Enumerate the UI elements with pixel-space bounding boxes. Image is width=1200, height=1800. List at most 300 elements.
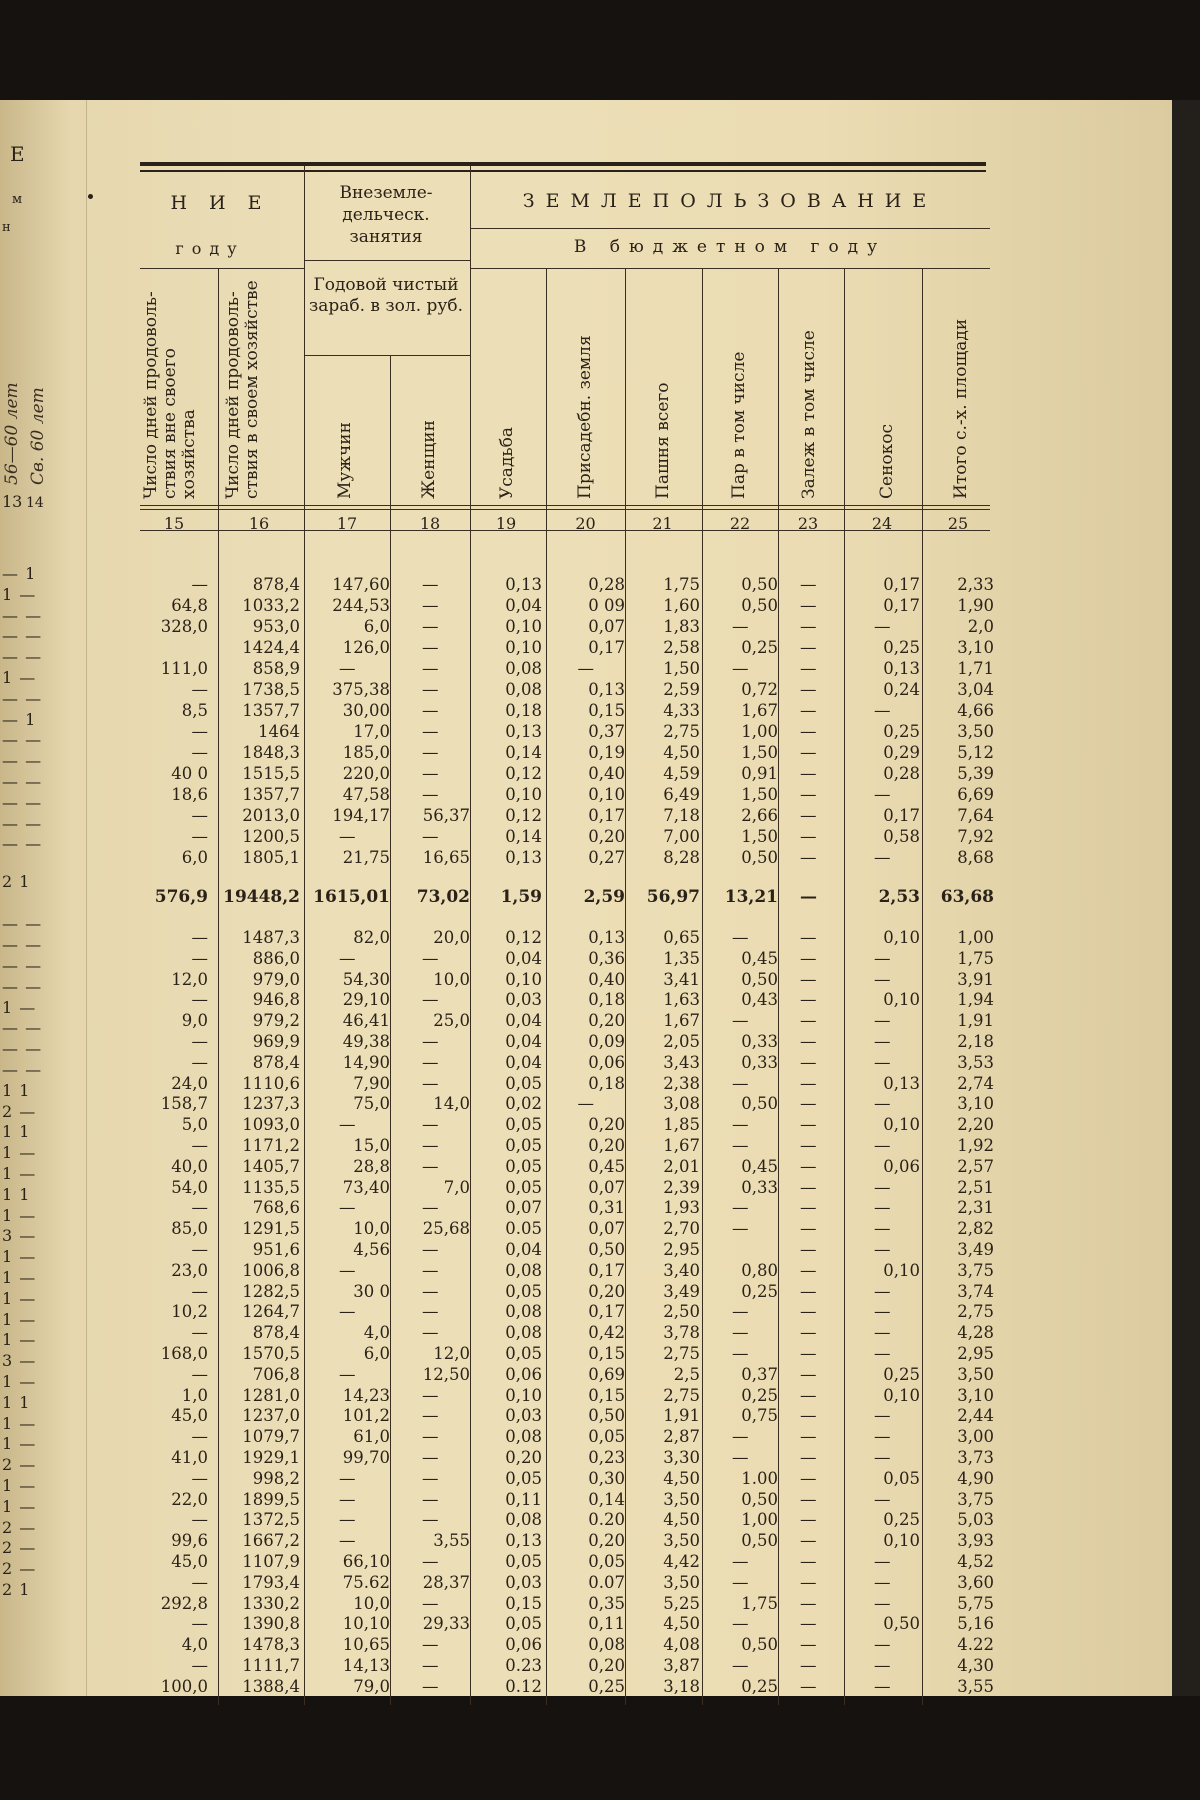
table-cell: 0,17 [883, 806, 920, 825]
table-cell: 858,9 [252, 659, 300, 678]
group-heading-nie: Н И Е [170, 192, 270, 214]
table-cell: 878,4 [252, 575, 300, 594]
table-top-rule [140, 162, 986, 166]
table-cell: — [874, 948, 891, 968]
table-cell: 0,25 [741, 638, 778, 657]
table-cell: 4,50 [663, 1468, 700, 1488]
stub-row: — — [2, 914, 43, 934]
table-cell: 14,13 [342, 1656, 390, 1675]
table-cell: 1111,7 [242, 1656, 300, 1675]
stub-column-label: Св. 60 лет [28, 387, 48, 485]
table-cell: 4,0 [363, 1323, 390, 1343]
table-cell: 0.23 [505, 1656, 542, 1675]
table-cell: 2,50 [663, 1302, 700, 1322]
table-cell: 1929,1 [242, 1448, 300, 1467]
table-cell: 85,0 [171, 1219, 208, 1239]
column-header-label: Женщин [419, 420, 439, 499]
table-cell: 0,10 [588, 785, 625, 804]
left-page-fragment [0, 100, 87, 1696]
table-cell: 0,04 [505, 948, 542, 968]
table-cell: 10,65 [342, 1635, 390, 1655]
stub-row: — — [2, 1060, 43, 1079]
table-cell: 1,71 [957, 659, 994, 678]
table-cell: 0,10 [505, 1385, 542, 1405]
stub-row: — — [2, 605, 43, 625]
table-cell: 768,6 [252, 1198, 300, 1218]
table-cell: 4,08 [663, 1635, 700, 1655]
table-cell: 1,50 [741, 743, 778, 762]
group-heading-zemlep: ЗЕМЛЕПОЛЬЗОВАНИЕ [522, 190, 938, 212]
table-cell: — [191, 928, 208, 947]
table-cell: 2,44 [957, 1406, 994, 1426]
table-cell: 2,70 [663, 1219, 700, 1239]
table-cell: 2,75 [663, 722, 700, 741]
stub-row: 1 1 [2, 1080, 31, 1100]
table-cell: 1171,2 [242, 1136, 300, 1155]
table-cell: — [800, 1489, 817, 1509]
table-cell: 0,06 [883, 1156, 920, 1176]
stub-head-letter: м [12, 192, 23, 207]
header-rule [304, 260, 470, 261]
table-cell: 0,65 [663, 928, 700, 947]
table-cell: 1033,2 [242, 596, 300, 615]
table-cell: — [732, 1323, 749, 1343]
table-cell: 0,20 [588, 1136, 625, 1155]
table-cell: 3,43 [663, 1052, 700, 1072]
table-cell: 0,08 [505, 1427, 542, 1447]
table-cell: 3,73 [957, 1448, 994, 1467]
table-cell: — [800, 1656, 817, 1675]
table-cell: 0,20 [588, 1656, 625, 1675]
table-cell: — [191, 1427, 208, 1447]
table-cell: 12,0 [433, 1344, 470, 1363]
table-cell: 1006,8 [242, 1260, 300, 1280]
table-cell: — [800, 990, 817, 1010]
table-cell: 0,10 [883, 990, 920, 1010]
stub-row: 1 — [2, 668, 37, 687]
table-cell: 0,14 [588, 1489, 625, 1509]
table-cell: 17,0 [353, 722, 390, 741]
total-cell: 2,53 [878, 887, 920, 907]
table-cell: 0,50 [741, 969, 778, 989]
table-cell: 2,5 [673, 1364, 700, 1384]
table-cell: 706,8 [252, 1364, 300, 1384]
table-cell: 0,10 [505, 617, 542, 636]
table-cell: — [732, 1219, 749, 1239]
table-cell: 0,23 [588, 1448, 625, 1467]
table-cell: — [422, 575, 439, 594]
stub-row: — — [2, 1018, 43, 1038]
table-cell: — [800, 1468, 817, 1488]
table-cell: 0,04 [505, 1240, 542, 1259]
table-cell: 10,10 [342, 1614, 390, 1634]
table-cell: 3,50 [663, 1572, 700, 1592]
table-cell: 0,33 [741, 1032, 778, 1051]
table-cell: — [732, 1136, 749, 1155]
table-cell: — [800, 638, 817, 657]
stub-row: — — [2, 751, 43, 771]
table-cell: 328,0 [160, 617, 208, 636]
table-cell: 0,45 [588, 1156, 625, 1176]
table-cell: — [800, 1510, 817, 1530]
table-cell: 54,0 [171, 1177, 208, 1197]
table-cell: 2013,0 [242, 806, 300, 825]
table-cell: 1,90 [957, 596, 994, 615]
column-number: 15 [163, 514, 185, 533]
table-cell: 1667,2 [242, 1531, 300, 1551]
table-cell: 1237,0 [242, 1406, 300, 1426]
table-cell: 5,16 [957, 1614, 994, 1634]
table-cell: — [422, 701, 439, 720]
table-cell: 0,37 [588, 722, 625, 741]
table-cell: 0,17 [588, 638, 625, 657]
stub-row: 2 — [2, 1559, 37, 1579]
table-cell: — [422, 722, 439, 741]
table-cell: 0,50 [741, 848, 778, 867]
table-cell: 4.22 [957, 1635, 994, 1655]
table-cell: 953,0 [252, 617, 300, 636]
table-cell: 0,31 [588, 1198, 625, 1218]
table-cell: — [339, 948, 356, 968]
table-cell: — [339, 659, 356, 678]
table-cell: 1,60 [663, 596, 700, 615]
table-cell: 23,0 [171, 1260, 208, 1280]
table-cell: — [422, 1489, 439, 1509]
table-cell: 2,66 [741, 806, 778, 825]
table-cell: 0,07 [588, 617, 625, 636]
table-cell: 45,0 [171, 1552, 208, 1571]
table-cell: — [800, 1032, 817, 1051]
column-divider [625, 268, 626, 1705]
table-cell: 1357,7 [242, 701, 300, 720]
table-cell: — [339, 1364, 356, 1384]
table-cell: 5,75 [957, 1593, 994, 1613]
stub-row: 1 1 [2, 1392, 31, 1412]
table-cell: — [191, 1468, 208, 1488]
table-cell: 28,37 [422, 1572, 470, 1592]
table-cell: 0,19 [588, 743, 625, 762]
table-cell: 8,68 [957, 848, 994, 867]
table-cell: — [800, 1115, 817, 1135]
stub-row: 1 — [2, 1476, 37, 1495]
table-cell: 0,20 [588, 1011, 625, 1031]
stub-column-label: 56—60 лет [2, 382, 22, 485]
table-cell: 0,06 [588, 1052, 625, 1072]
table-cell: 3,49 [957, 1240, 994, 1259]
table-cell: — [191, 1281, 208, 1301]
table-cell: 2,01 [663, 1156, 700, 1176]
stub-row: — — [2, 935, 43, 955]
header-rule [470, 228, 990, 229]
table-cell: 1487,3 [242, 928, 300, 947]
table-cell: — [800, 764, 817, 783]
table-cell: 99,6 [171, 1531, 208, 1551]
table-cell: — [874, 617, 891, 636]
table-cell: — [422, 1406, 439, 1426]
stub-row: 1 — [2, 1330, 37, 1350]
table-cell: — [422, 948, 439, 968]
table-cell: 0.20 [588, 1510, 625, 1530]
table-cell: 0,12 [505, 806, 542, 825]
stub-row: 1 — [2, 1143, 37, 1163]
table-cell: 0,05 [588, 1552, 625, 1571]
table-cell: 0,50 [741, 1635, 778, 1655]
column-divider [844, 268, 845, 1705]
table-cell: 6,49 [663, 785, 700, 804]
table-cell: — [874, 1281, 891, 1301]
table-cell: 1107,9 [242, 1552, 300, 1571]
stub-row: — — [2, 730, 43, 750]
table-cell: 0,30 [588, 1468, 625, 1488]
table-cell: — [874, 1302, 891, 1322]
table-cell: — [339, 1489, 356, 1509]
table-cell: — [422, 1510, 439, 1530]
table-cell: — [874, 1198, 891, 1218]
table-cell: 4,50 [663, 1510, 700, 1530]
table-cell: 147,60 [332, 575, 390, 594]
table-cell: — [339, 1302, 356, 1322]
table-cell: — [422, 827, 439, 846]
table-cell: 10,0 [433, 969, 470, 989]
column-divider [702, 268, 703, 1705]
table-cell: 2,18 [957, 1032, 994, 1051]
table-cell: 0,18 [588, 1073, 625, 1093]
table-cell: 3,00 [957, 1427, 994, 1447]
table-cell: — [339, 1510, 356, 1530]
table-cell: — [422, 1302, 439, 1322]
table-cell: 3,50 [957, 1364, 994, 1384]
table-cell: — [422, 638, 439, 657]
stub-row: 1 — [2, 1288, 37, 1308]
stub-row: 2 — [2, 1101, 37, 1121]
table-cell: 3,18 [663, 1676, 700, 1696]
table-cell: 0,05 [505, 1468, 542, 1488]
table-cell: — [339, 1115, 356, 1135]
table-cell: 0,18 [505, 701, 542, 720]
table-cell: — [422, 1240, 439, 1259]
table-cell: — [800, 1552, 817, 1571]
table-cell: 2,59 [663, 680, 700, 699]
table-cell: 0,07 [588, 1177, 625, 1197]
table-cell: 7,92 [957, 827, 994, 846]
table-cell: — [800, 1136, 817, 1155]
table-cell: 4,66 [957, 701, 994, 720]
table-cell: 61,0 [353, 1427, 390, 1447]
table-cell: 1135,5 [242, 1177, 300, 1197]
stub-row: — — [2, 956, 43, 975]
table-cell: 1,92 [957, 1136, 994, 1155]
table-cell: — [422, 596, 439, 615]
stub-row: 1 — [2, 997, 37, 1017]
table-cell: 0,13 [505, 1531, 542, 1551]
table-cell: 3,41 [663, 969, 700, 989]
table-cell: 3,53 [957, 1052, 994, 1072]
table-cell: 0,29 [883, 743, 920, 762]
table-cell: 1110,6 [242, 1073, 300, 1093]
table-cell: 0,42 [588, 1323, 625, 1343]
table-cell: 2,75 [663, 1385, 700, 1405]
table-cell: 185,0 [342, 743, 390, 762]
table-cell: 0,50 [741, 596, 778, 615]
table-cell: 0,45 [741, 1156, 778, 1176]
table-cell: 1,50 [741, 827, 778, 846]
table-cell: — [191, 948, 208, 968]
table-cell: — [800, 659, 817, 678]
table-cell: 16,65 [422, 848, 470, 867]
table-cell: 1793,4 [242, 1572, 300, 1592]
table-cell: 2,0 [967, 617, 994, 636]
table-cell: — [191, 1572, 208, 1592]
table-cell: 0.07 [588, 1572, 625, 1592]
table-cell: — [800, 680, 817, 699]
table-cell: 2,74 [957, 1073, 994, 1093]
table-cell: 6,0 [181, 848, 208, 867]
table-cell: 0,50 [741, 1094, 778, 1114]
table-cell: 1,93 [663, 1198, 700, 1218]
table-cell: 0,69 [588, 1364, 625, 1384]
table-cell: 66,10 [342, 1552, 390, 1571]
column-divider [470, 166, 471, 1705]
table-cell: 5,12 [957, 743, 994, 762]
table-cell: — [191, 990, 208, 1010]
table-cell: — [339, 827, 356, 846]
table-cell: 0,14 [505, 827, 542, 846]
column-header-label: Присадебн. земля [575, 335, 595, 499]
table-cell: 3,50 [663, 1489, 700, 1509]
table-cell: 9,0 [181, 1011, 208, 1031]
table-cell: 14,90 [342, 1052, 390, 1072]
stub-row: 1 — [2, 1413, 37, 1433]
table-cell: 0,17 [883, 575, 920, 594]
table-cell: 0,15 [588, 1344, 625, 1363]
table-cell: 0,15 [505, 1593, 542, 1613]
table-cell: 3,93 [957, 1531, 994, 1551]
table-cell: — [191, 722, 208, 741]
table-cell: 1424,4 [242, 638, 300, 657]
stub-row: — — [2, 834, 43, 854]
page-mark [88, 194, 93, 199]
table-cell: 0,03 [505, 1406, 542, 1426]
table-cell: — [577, 659, 594, 678]
table-cell: 0,05 [505, 1281, 542, 1301]
table-cell: 3,30 [663, 1448, 700, 1467]
table-cell: 1570,5 [242, 1344, 300, 1363]
table-cell: 126,0 [342, 638, 390, 657]
table-cell: 1330,2 [242, 1593, 300, 1613]
table-cell: — [422, 1385, 439, 1405]
table-cell: 0,33 [741, 1052, 778, 1072]
column-number: 20 [575, 514, 596, 533]
column-number: 23 [797, 514, 819, 533]
table-cell: 4,90 [957, 1468, 994, 1488]
table-cell: 0,17 [883, 596, 920, 615]
table-cell: 0,08 [505, 1323, 542, 1343]
table-cell: 0,25 [883, 1364, 920, 1384]
table-cell: 0,10 [883, 1115, 920, 1135]
table-cell: — [732, 1344, 749, 1363]
table-cell: 1899,5 [242, 1489, 300, 1509]
stub-row: 1 1 [2, 1122, 31, 1142]
table-cell: 0,25 [883, 638, 920, 657]
column-divider [218, 268, 219, 1705]
table-cell: — [422, 785, 439, 804]
table-cell: 0,18 [588, 990, 625, 1010]
column-header-label: Число дней продоволь- ствия в своем хозяйстве [223, 280, 262, 499]
total-cell: 73,02 [416, 887, 470, 907]
table-cell: — [800, 575, 817, 594]
table-cell: 28,8 [353, 1156, 390, 1176]
table-cell: — [874, 1489, 891, 1509]
column-divider [390, 355, 391, 1705]
table-cell: — [191, 1136, 208, 1155]
table-cell: 5,39 [957, 764, 994, 783]
table-cell: — [422, 1593, 439, 1613]
table-cell: — [800, 596, 817, 615]
table-cell: — [874, 1656, 891, 1675]
stub-row: — — [2, 976, 43, 996]
table-cell: 1478,3 [242, 1635, 300, 1655]
table-cell: 375,38 [332, 680, 390, 699]
table-cell: 0,09 [588, 1032, 625, 1051]
table-cell: — [732, 1115, 749, 1135]
table-cell: 0,10 [505, 785, 542, 804]
table-cell: — [191, 1364, 208, 1384]
table-cell: 40,0 [171, 1156, 208, 1176]
column-divider [546, 268, 547, 1705]
table-cell: — [800, 1302, 817, 1322]
table-cell: 0,25 [741, 1281, 778, 1301]
table-cell: — [800, 1260, 817, 1280]
table-cell: 0,05 [505, 1073, 542, 1093]
table-cell: 3,50 [957, 722, 994, 741]
table-cell: — [874, 1448, 891, 1467]
table-cell: — [339, 1260, 356, 1280]
column-number: 21 [652, 514, 673, 533]
table-cell: 14,23 [342, 1385, 390, 1405]
table-cell: 6,0 [363, 617, 390, 636]
stub-row: 2 — [2, 1538, 37, 1558]
table-cell: 25,0 [433, 1011, 470, 1031]
stub-row: — — [2, 647, 43, 667]
table-cell: 7,0 [443, 1177, 470, 1197]
table-cell: 2,57 [957, 1156, 994, 1176]
table-cell: — [422, 680, 439, 699]
stub-row: 2 1 [2, 1580, 31, 1599]
table-cell: 4,52 [957, 1552, 994, 1571]
table-cell: 0,14 [505, 743, 542, 762]
table-cell: 29,10 [342, 990, 390, 1010]
table-cell: 0,24 [883, 680, 920, 699]
table-cell: 7,90 [353, 1073, 390, 1093]
table-cell: — [800, 1198, 817, 1218]
total-cell: — [800, 887, 817, 907]
table-cell: 1200,5 [242, 827, 300, 846]
table-cell: — [800, 785, 817, 804]
table-cell: 0,07 [505, 1198, 542, 1218]
table-cell: 3,10 [957, 1094, 994, 1114]
table-cell: 0,33 [741, 1177, 778, 1197]
table-cell: — [422, 1635, 439, 1655]
table-cell: 0,13 [588, 928, 625, 947]
table-top-rule-thin [140, 170, 986, 172]
table-cell: 3,55 [957, 1676, 994, 1696]
table-cell: — [800, 1427, 817, 1447]
table-cell: 0.05 [505, 1219, 542, 1239]
table-cell: — [191, 743, 208, 762]
table-cell: — [422, 1136, 439, 1155]
table-cell: 0,05 [505, 1115, 542, 1135]
table-cell: 7,00 [663, 827, 700, 846]
